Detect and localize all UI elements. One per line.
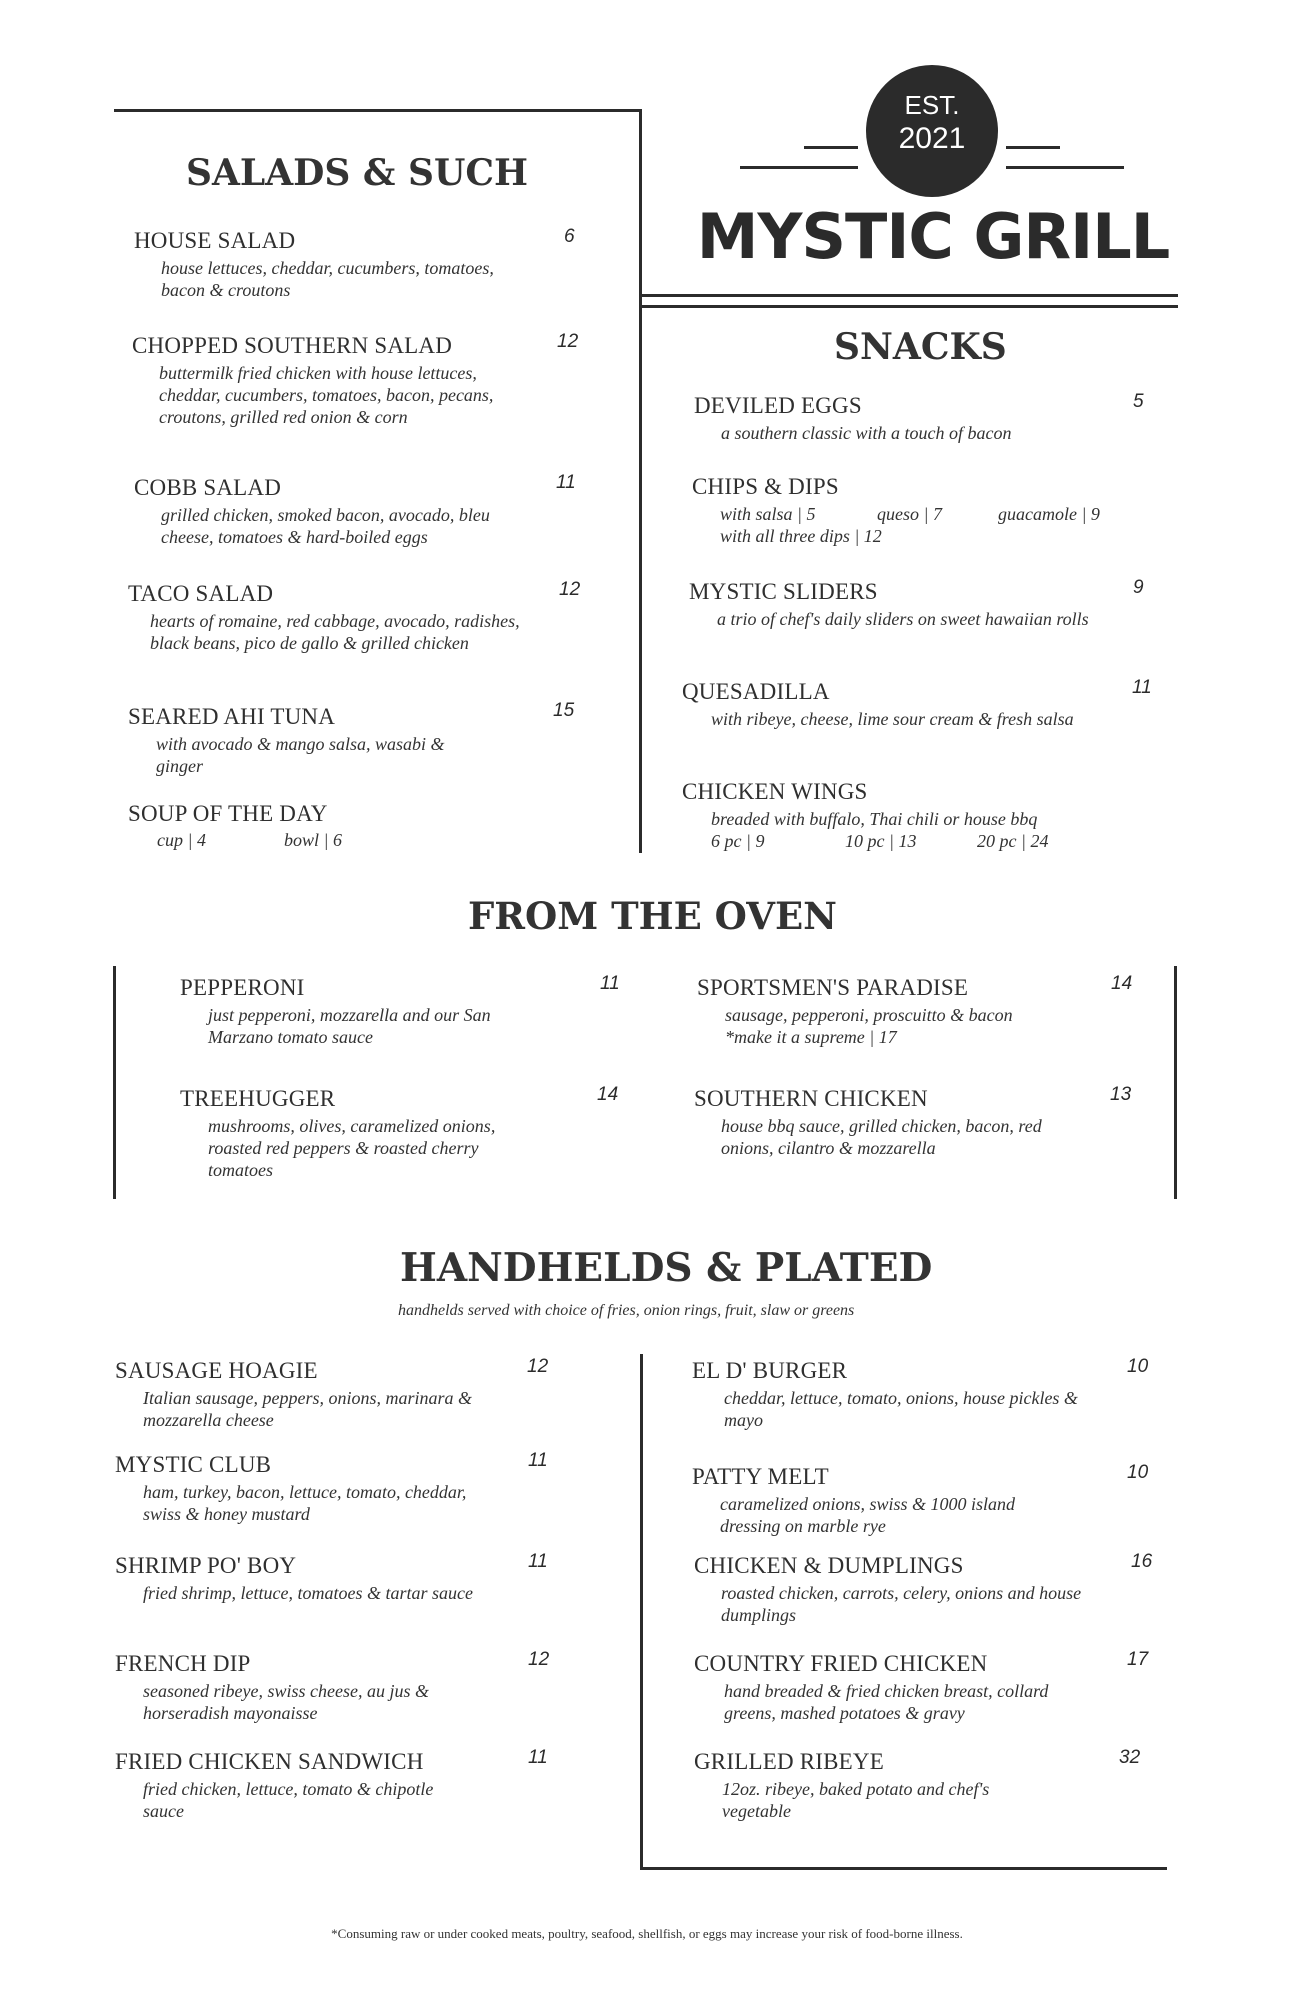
brand-underline-1 bbox=[641, 294, 1178, 297]
brand-name: MYSTIC GRILL bbox=[696, 200, 1170, 273]
menu-item-desc: a trio of chef's daily sliders on sweet hawaiian rolls bbox=[717, 609, 1089, 629]
menu-item-name: SAUSAGE HOAGIE bbox=[115, 1358, 318, 1383]
menu-item-desc: cheddar, lettuce, tomato, onions, house pickles & mayo bbox=[724, 1388, 1078, 1430]
menu-item-desc: with ribeye, cheese, lime sour cream & fresh salsa bbox=[711, 709, 1074, 729]
menu-item-name: CHIPS & DIPS bbox=[692, 474, 839, 499]
menu-item-price: 5 bbox=[1133, 391, 1144, 412]
menu-item-option: 10 pc | 13 bbox=[845, 831, 917, 851]
brand-rule-left-top bbox=[804, 146, 858, 149]
menu-item-name: MYSTIC CLUB bbox=[115, 1452, 272, 1477]
menu-item-price: 6 bbox=[564, 226, 575, 247]
menu-item-price: 14 bbox=[597, 1084, 619, 1105]
menu-item-desc: grilled chicken, smoked bacon, avocado, bleu cheese, tomatoes & hard-boiled eggs bbox=[161, 505, 490, 547]
menu-item-name: SOUTHERN CHICKEN bbox=[694, 1086, 928, 1111]
menu-item-desc: 12oz. ribeye, baked potato and chef's vegetable bbox=[722, 1779, 990, 1821]
menu-item-price: 12 bbox=[559, 579, 581, 600]
handhelds-divider bbox=[640, 1354, 643, 1870]
menu-item-name: MYSTIC SLIDERS bbox=[689, 579, 878, 604]
oven-left-border bbox=[113, 966, 116, 1199]
menu-item-price: 10 bbox=[1127, 1356, 1149, 1377]
menu-item-name: PATTY MELT bbox=[692, 1464, 829, 1489]
brand-rule-left-bottom bbox=[740, 166, 858, 169]
menu-item-option: guacamole | 9 bbox=[998, 504, 1100, 524]
menu-item-desc: ham, turkey, bacon, lettuce, tomato, cheddar, swiss & honey mustard bbox=[143, 1482, 467, 1524]
menu-item-option: queso | 7 bbox=[877, 504, 942, 524]
menu-item-desc: hearts of romaine, red cabbage, avocado, radishes, black beans, pico de gallo & grilled chicken bbox=[150, 611, 520, 653]
menu-item-name: TREEHUGGER bbox=[180, 1086, 336, 1111]
menu-item-option: cup | 4 bbox=[157, 830, 206, 850]
menu-item-option: bowl | 6 bbox=[284, 830, 342, 850]
menu-item-desc: house lettuces, cheddar, cucumbers, tomatoes, bacon & croutons bbox=[161, 258, 494, 300]
menu-item-desc: roasted chicken, carrots, celery, onions and house dumplings bbox=[721, 1583, 1082, 1625]
menu-item-price: 17 bbox=[1127, 1649, 1149, 1670]
est-label: EST. bbox=[904, 90, 960, 120]
food-safety-disclaimer: *Consuming raw or under cooked meats, poultry, seafood, shellfish, or eggs may increase your risk of food-borne illness. bbox=[331, 1926, 963, 1941]
menu-item-desc: seasoned ribeye, swiss cheese, au jus & horseradish mayonaisse bbox=[143, 1681, 429, 1723]
menu-item-price: 13 bbox=[1110, 1084, 1132, 1105]
menu-item-option: with all three dips | 12 bbox=[720, 526, 882, 546]
menu-item-price: 16 bbox=[1131, 1551, 1153, 1572]
menu-item-name: SEARED AHI TUNA bbox=[128, 704, 336, 729]
brand-rule-right-bottom bbox=[1006, 166, 1124, 169]
menu-item-price: 11 bbox=[528, 1450, 548, 1471]
menu-item-name: DEVILED EGGS bbox=[694, 393, 862, 418]
menu-item-extra: *make it a supreme | 17 bbox=[725, 1027, 897, 1047]
menu-item-price: 12 bbox=[557, 331, 579, 352]
salads-title: SALADS & SUCH bbox=[186, 152, 529, 194]
menu-item-desc: hand breaded & fried chicken breast, collard greens, mashed potatoes & gravy bbox=[724, 1681, 1049, 1723]
menu-item-price: 11 bbox=[528, 1747, 548, 1768]
menu-item-price: 11 bbox=[600, 973, 620, 994]
menu-item-desc: sausage, pepperoni, proscuitto & bacon bbox=[725, 1005, 1013, 1025]
menu-item-option: with salsa | 5 bbox=[720, 504, 816, 524]
menu-item-price: 9 bbox=[1133, 577, 1144, 598]
menu-item-price: 12 bbox=[528, 1649, 550, 1670]
menu-item-desc: with avocado & mango salsa, wasabi & ginger bbox=[156, 734, 445, 776]
menu-item-desc: mushrooms, olives, caramelized onions, roasted red peppers & roasted cherry tomatoes bbox=[208, 1116, 496, 1180]
menu-item-desc: house bbq sauce, grilled chicken, bacon, red onions, cilantro & mozzarella bbox=[721, 1116, 1042, 1158]
menu-item-desc: a southern classic with a touch of bacon bbox=[721, 423, 1012, 443]
menu-item-desc: just pepperoni, mozzarella and our San Marzano tomato sauce bbox=[208, 1005, 491, 1047]
snacks-title: SNACKS bbox=[834, 326, 1007, 368]
menu-item-name: FRIED CHICKEN SANDWICH bbox=[115, 1749, 424, 1774]
menu-item-desc: fried shrimp, lettuce, tomatoes & tartar sauce bbox=[143, 1583, 473, 1603]
menu-item-desc: caramelized onions, swiss & 1000 island dressing on marble rye bbox=[720, 1494, 1016, 1536]
menu-item-name: FRENCH DIP bbox=[115, 1651, 251, 1676]
menu-item-name: GRILLED RIBEYE bbox=[694, 1749, 884, 1774]
menu-item-name: EL D' BURGER bbox=[692, 1358, 848, 1383]
menu-item-desc: Italian sausage, peppers, onions, marinara & mozzarella cheese bbox=[143, 1388, 473, 1430]
menu-item-name: PEPPERONI bbox=[180, 975, 305, 1000]
menu-item-name: TACO SALAD bbox=[128, 581, 274, 606]
menu-item-option: 6 pc | 9 bbox=[711, 831, 765, 851]
menu-item-price: 14 bbox=[1111, 973, 1133, 994]
menu-item-option: 20 pc | 24 bbox=[977, 831, 1049, 851]
menu-item-price: 11 bbox=[556, 472, 576, 493]
menu-item-price: 32 bbox=[1119, 1747, 1141, 1768]
menu-item-name: QUESADILLA bbox=[682, 679, 830, 704]
menu-item-price: 11 bbox=[528, 1551, 548, 1572]
menu-item-name: CHICKEN WINGS bbox=[682, 779, 868, 804]
menu-item-name: COBB SALAD bbox=[134, 475, 282, 500]
menu-item-price: 15 bbox=[553, 700, 575, 721]
oven-title: FROM THE OVEN bbox=[468, 894, 837, 938]
handhelds-title: HANDHELDS & PLATED bbox=[400, 1245, 933, 1291]
brand-rule-right-top bbox=[1006, 146, 1060, 149]
menu-item-name: SHRIMP PO' BOY bbox=[115, 1553, 297, 1578]
menu-item-name: CHICKEN & DUMPLINGS bbox=[694, 1553, 964, 1578]
menu-item-name: SPORTSMEN'S PARADISE bbox=[697, 975, 969, 1000]
est-year: 2021 bbox=[898, 122, 966, 155]
menu-item-desc: fried chicken, lettuce, tomato & chipotle sauce bbox=[143, 1779, 434, 1821]
salads-right-border bbox=[639, 109, 642, 853]
menu-item-name: SOUP OF THE DAY bbox=[128, 801, 328, 826]
menu-item-price: 12 bbox=[527, 1356, 549, 1377]
menu-item-name: HOUSE SALAD bbox=[134, 228, 296, 253]
menu-item-desc: buttermilk fried chicken with house lettuces, cheddar, cucumbers, tomatoes, bacon, pecans, croutons, grilled red onion & corn bbox=[159, 363, 494, 427]
menu-item-name: COUNTRY FRIED CHICKEN bbox=[694, 1651, 988, 1676]
oven-right-border bbox=[1174, 966, 1177, 1199]
handhelds-subtitle: handhelds served with choice of fries, onion rings, fruit, slaw or greens bbox=[398, 1302, 855, 1319]
menu-item-price: 11 bbox=[1132, 677, 1152, 698]
menu-item-desc: breaded with buffalo, Thai chili or house bbq bbox=[711, 809, 1038, 829]
salads-top-border bbox=[114, 109, 641, 112]
menu-item-name: CHOPPED SOUTHERN SALAD bbox=[132, 333, 453, 358]
brand-underline-2 bbox=[641, 305, 1178, 308]
menu-item-price: 10 bbox=[1127, 1462, 1149, 1483]
handhelds-bottom-border bbox=[640, 1867, 1167, 1870]
